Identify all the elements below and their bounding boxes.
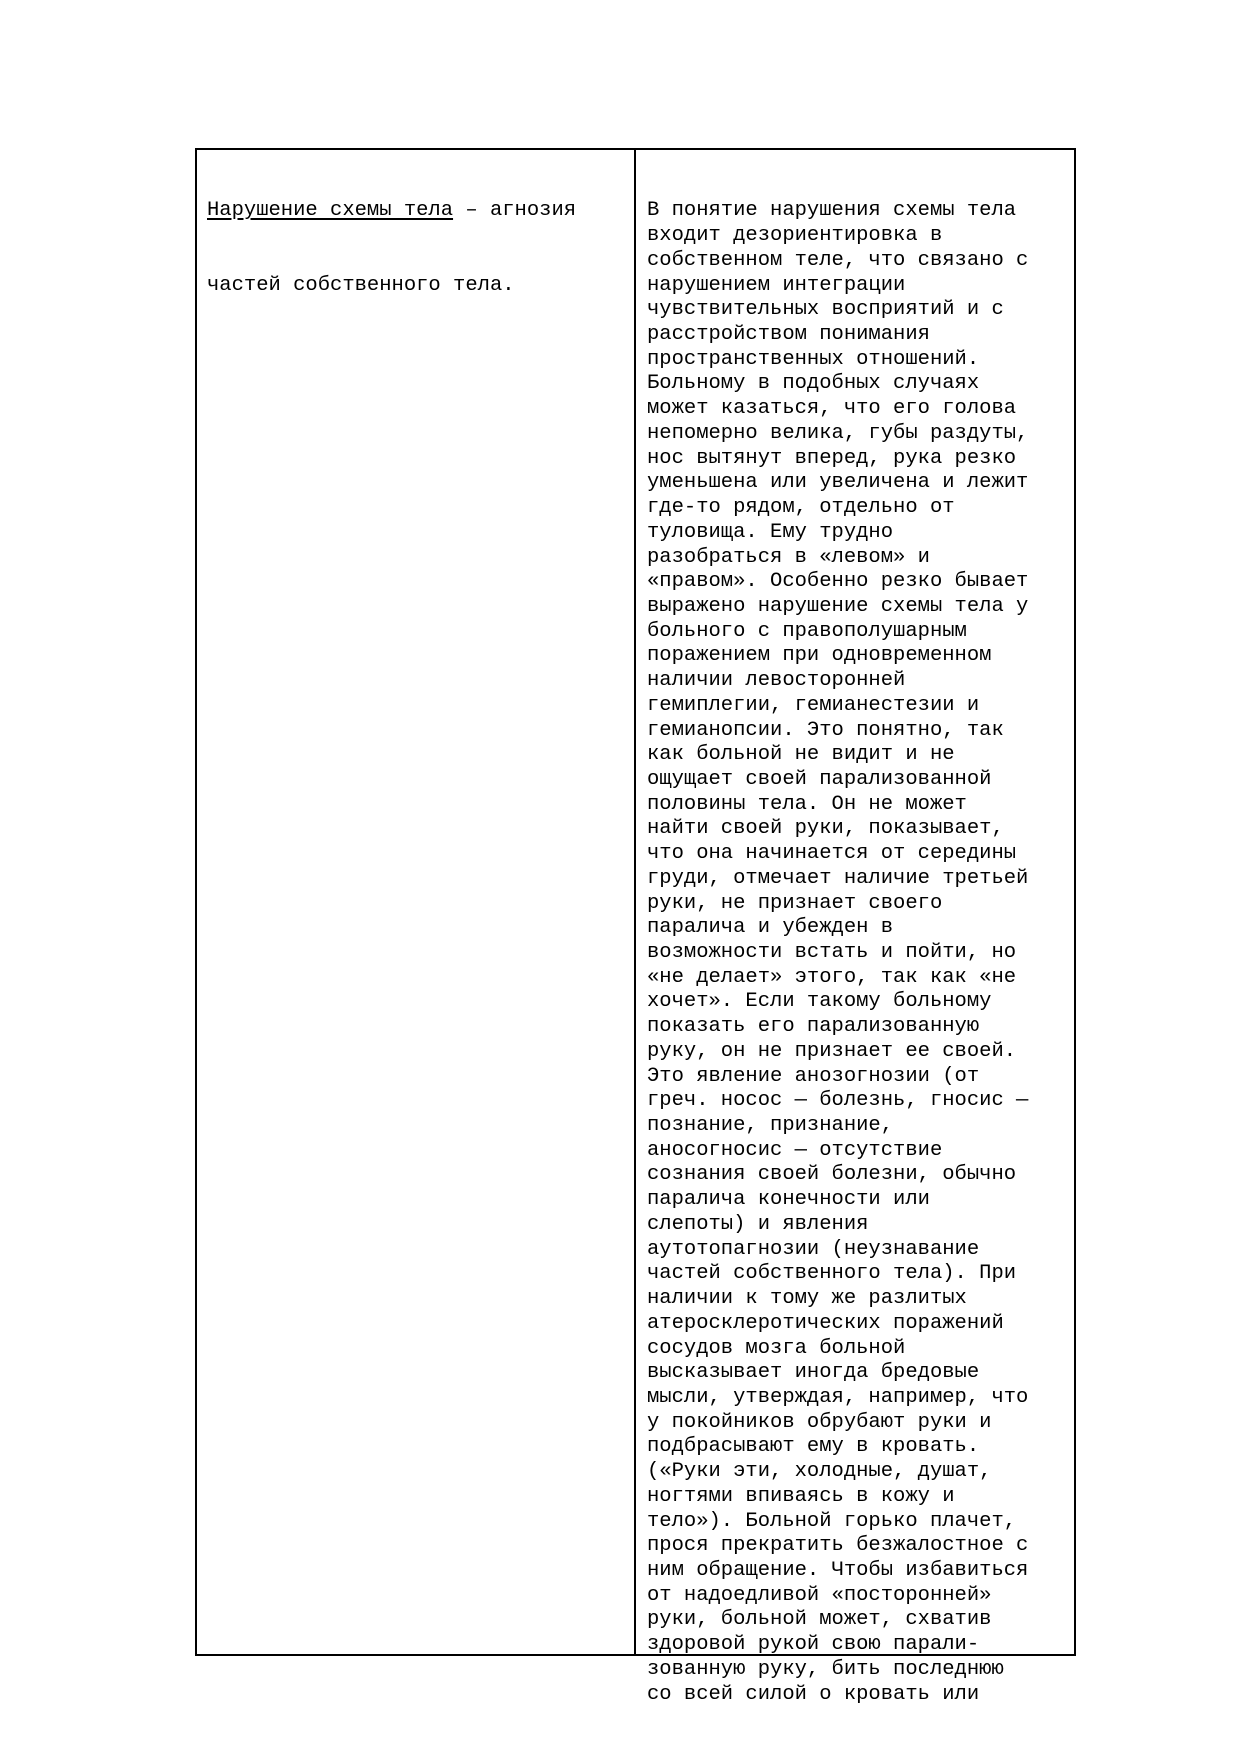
text-line: от надоедливой «посторонней» [647,1583,992,1607]
text-line: у покойников обрубают руки и [647,1410,992,1434]
text-line: высказывает иногда бредовые [647,1361,980,1385]
term-definition-start: – агнозия [453,199,577,223]
text-line: Это явление анозогнозии (от [647,1064,980,1088]
text-line: греч. носос — болезнь, гносис — [647,1089,1029,1113]
text-line: сосудов мозга больной [647,1336,906,1360]
text-line: «не делает» этого, так как «не [647,965,1017,989]
document-table [195,148,1076,1706]
text-line: паралича конечности или [647,1188,930,1212]
text-line: здоровой рукой свою парали- [647,1633,980,1657]
term-definition-lines [207,274,634,299]
text-line: что она начинается от середины [647,842,1017,866]
text-line: гемиплегии, гемианестезии и [647,693,980,717]
text-line: возможности встать и пойти, но [647,941,1017,964]
text-line: нарушением интеграции [647,273,906,297]
text-line: атеросклеротических поражений [647,1311,1004,1335]
text-line: нос вытянут вперед, рука резко [647,446,1017,470]
text-line: Больному в подобных случаях [647,372,980,396]
description-lines [647,199,1074,1707]
text-line: больного с правополушарным [647,619,967,643]
text-line: половины тела. Он не может [647,792,967,816]
text-line: («Руки эти, холодные, душат, [647,1460,992,1484]
text-line: аутотопагнозии (неузнавание [647,1237,980,1261]
text-line: поражением при одновременном [647,644,992,668]
text-line: непомерно велика, губы раздуты, [647,421,1029,445]
text-line: тело»). Больной горько плачет, [647,1509,1017,1533]
text-line: пространственных отношений. [647,347,980,371]
text-line: туловища. Ему трудно [647,520,894,544]
text-line: паралича и убежден в [647,916,894,940]
text-line: собственном теле, что связано с [647,248,1029,272]
term-line [207,199,634,224]
text-line: аносогносис — отсутствие [647,1138,943,1162]
text-line: зованную руку, бить последнюю [647,1657,1004,1681]
text-line: мысли, утверждая, например, что [647,1385,1029,1409]
text-line: может казаться, что его голова [647,397,1017,421]
text-line: «правом». Особенно резко бывает [647,570,1029,594]
text-line: слепоты) и явления [647,1212,869,1236]
text-line: руки, не признает своего [647,891,943,915]
term-heading: Нарушение схемы тела [207,199,454,223]
text-line: ногтями впиваясь в кожу и [647,1484,955,1508]
text-line: ним обращение. Чтобы избавиться [647,1558,1029,1582]
text-line: В понятие нарушения схемы тела [647,199,1017,223]
description-cell [636,150,1074,1706]
text-line: разобраться в «левом» и [647,545,930,569]
text-line: частей собственного тела). При [647,1262,1017,1286]
text-line: расстройством понимания [647,323,930,347]
text-line: найти своей руки, показывает, [647,817,1004,841]
text-line: выражено нарушение схемы тела у [647,594,1029,618]
text-line: руки, больной может, схватив [647,1608,992,1632]
text-line: хочет». Если такому больному [647,990,992,1014]
text-line: гемианопсии. Это понятно, так [647,718,1004,742]
text-line: прося прекратить безжалостное с [647,1534,1029,1558]
text-line: где-то рядом, отдельно от [647,496,955,520]
text-line: сознания своей болезни, обычно [647,1163,1017,1187]
text-line: познание, признание, [647,1114,894,1138]
text-line: ощущает своей парализованной [647,767,992,791]
text-line: со всей силой о кровать или [647,1682,980,1706]
text-line: руку, он не признает ее своей. [647,1039,1017,1063]
text-line: чувствительных восприятий и с [647,298,1004,322]
text-line: груди, отмечает наличие третьей [647,866,1029,890]
text-line: наличии левосторонней [647,669,906,693]
text-line: подбрасывают ему в кровать. [647,1435,980,1459]
text-line: показать его парализованную [647,1015,980,1039]
text-line: как больной не видит и не [647,743,955,767]
text-line: входит дезориентировка в [647,224,943,248]
term-cell [197,150,636,1654]
definition-line: частей собственного тела. [207,273,515,297]
text-line: наличии к тому же разлитых [647,1287,967,1311]
text-line: уменьшена или увеличена и лежит [647,471,1029,495]
